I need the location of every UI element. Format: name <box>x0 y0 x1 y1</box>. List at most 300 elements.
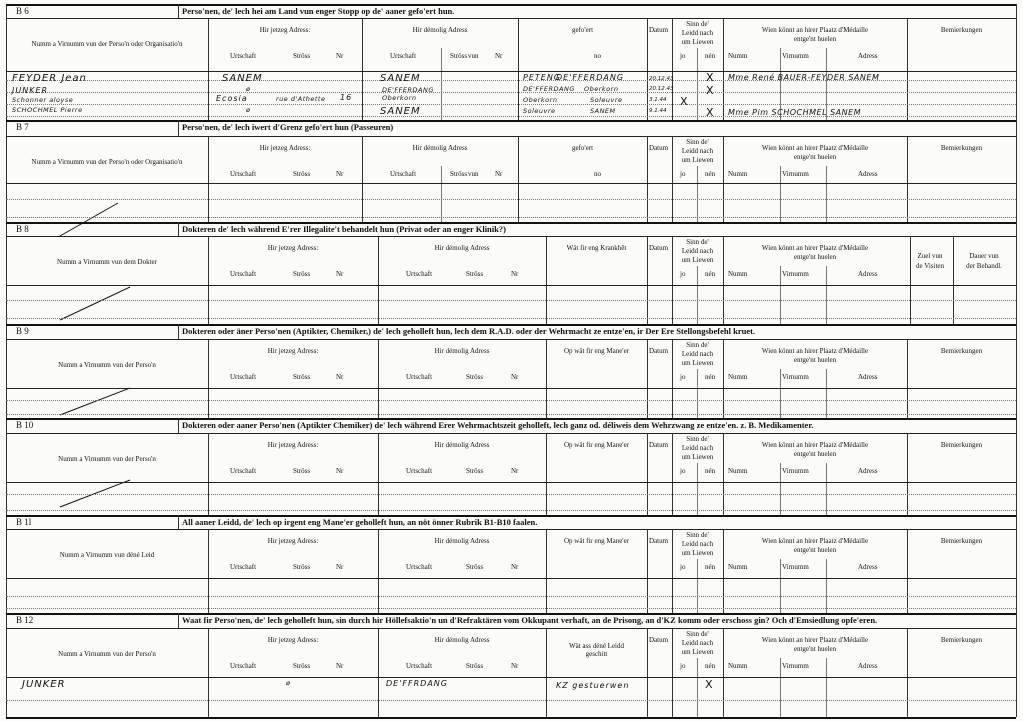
column-rule <box>907 529 908 613</box>
column-rule <box>362 136 363 222</box>
duration-header: Dauer vun <box>969 252 999 260</box>
entry-current-ditto: ø <box>246 85 251 93</box>
column-rule <box>907 628 908 717</box>
b12-alive-no-mark: X <box>705 678 713 691</box>
column-rule <box>672 628 673 717</box>
medal-header: entge'nt huelen <box>793 153 837 161</box>
suffered-header: Wät ass déné Leidd <box>568 642 625 650</box>
held-at-header: gefo'ert <box>571 26 594 34</box>
medal-name-header: Numm <box>728 52 748 60</box>
medal-first-header: Virnumm <box>782 270 809 278</box>
locality-header: Urtschaft <box>230 170 257 178</box>
number-header: Nr <box>336 170 344 178</box>
from-header: vun <box>468 170 479 178</box>
entry-dotted-line <box>6 104 1016 105</box>
alive-header: Leidd nach <box>681 639 714 647</box>
street-header: Ströss <box>466 662 484 670</box>
street-header: Ströss <box>466 270 484 278</box>
held-at-header: gefo'ert <box>571 144 594 152</box>
medal-address-header: Adress <box>858 170 878 178</box>
section-title: Dokteren de' lech während E'rer Illegalite't behandelt hun (Privat oder an enger Klinik?) <box>182 224 506 234</box>
entry-dotted-line <box>6 414 1016 415</box>
section-header-rule <box>6 18 1016 19</box>
locality-header: Urtschaft <box>390 52 417 60</box>
medal-subcolumn-rule <box>826 559 827 613</box>
number-header: Nr <box>495 52 503 60</box>
column-rule <box>546 339 547 418</box>
street-header: Ströss <box>450 170 468 178</box>
section-header-rule <box>6 628 1016 629</box>
yes-no-divider <box>697 166 698 222</box>
former-address-header: Hir démolig Adress <box>434 441 490 449</box>
remarks-header: Bemierkungen <box>940 26 983 34</box>
name-column-header: Numm a Virnumm vun der Perso'n <box>58 650 156 658</box>
column-rule <box>672 433 673 515</box>
medal-subcolumn-rule <box>826 658 827 717</box>
name-column-header: Numm a Virnumm vun déné Leid <box>59 551 155 559</box>
number-header: Nr <box>336 662 344 670</box>
section-id: B 8 <box>16 224 29 234</box>
date-header: Datum <box>649 441 669 449</box>
current-address-header: Hir jetzeg Adress: <box>267 441 319 449</box>
medal-header: Wien könnt an hirer Plaatz d'Médaille <box>761 537 869 545</box>
column-rule <box>647 433 648 515</box>
entry-dotted-line <box>6 116 1016 117</box>
medal-subcolumn-rule <box>780 369 781 418</box>
alive-header: um Liewen <box>681 648 714 656</box>
column-rule <box>647 529 648 613</box>
former-address-header: Hir démolig Adress <box>434 636 490 644</box>
alive-header: Sinn de' <box>686 341 709 349</box>
entry-current-locality-2: Ecosia <box>216 94 248 103</box>
medal-header: Wien könnt an hirer Plaatz d'Médaille <box>761 144 869 152</box>
current-address-header: Hir jetzeg Adress: <box>267 244 319 252</box>
manner-header: Op wät fir eng Mane'er <box>563 441 630 449</box>
number-header: Nr <box>336 467 344 475</box>
yes-header: jo <box>680 373 686 381</box>
column-rule <box>907 339 908 418</box>
number-header: Nr <box>511 467 519 475</box>
entry-dotted-line <box>6 318 1016 319</box>
medal-first-header: Virnumm <box>782 662 809 670</box>
section-title: Dokteren oder aaner Perso'nen (Aptikter Chemiker) de' lech während Erer Wehrmachtszeit geholleft, lech ganz od. déliweis dem Wehrzwang ze entze'en. z. B. Medikamenter. <box>182 420 814 430</box>
current-address-header: Hir jetzeg Adress: <box>267 347 319 355</box>
no-header: nén <box>705 270 716 278</box>
locality-header: Urtschaft <box>230 270 257 278</box>
suffered-header: geschitt <box>585 650 608 658</box>
entry-dotted-line <box>6 92 1016 93</box>
number-header: Nr <box>511 373 519 381</box>
alive-header: Sinn de' <box>686 238 709 246</box>
entry-dotted-line <box>6 700 1016 701</box>
section-title: Dokteren oder äner Perso'nen (Aptikter, Chemiker,) de' lech geholleft hun, lech dem R.A.D. oder der Wehrmacht ze entze'en, ir Der Ere Stellongsbefehl kruet. <box>182 326 756 336</box>
medal-name-header: Numm <box>728 563 748 571</box>
no-header: nén <box>705 170 716 178</box>
medal-subcolumn-rule <box>780 266 781 324</box>
number-header: Nr <box>336 52 344 60</box>
header-bottom-rule <box>6 183 1016 184</box>
yes-no-divider <box>697 369 698 418</box>
number-header: Nr <box>511 662 519 670</box>
yes-header: jo <box>680 270 686 278</box>
remarks-header: Bemierkungen <box>940 441 983 449</box>
locality-header: Urtschaft <box>406 373 433 381</box>
entry-from-3: Oberkorn <box>523 96 558 104</box>
section-title: Waat fir Perso'nen, de' lech geholleft hun, sin durch hir Höllefsaktio'n un d'Refraktären vom Okkupant verhaft, an de Prisong, an d'KZ komm oder erschoss gin? Och d'Emsiedlung opfe'eren. <box>182 615 878 625</box>
medal-address-header: Adress <box>858 373 878 381</box>
current-address-header: Hir jetzeg Adress: <box>259 144 311 152</box>
medal-first-header: Virnumm <box>782 467 809 475</box>
alive-header: Leidd nach <box>681 540 714 548</box>
alive-no-mark: X <box>706 106 714 119</box>
column-rule <box>208 529 209 613</box>
number-header: Nr <box>336 563 344 571</box>
street-header: Ströss <box>293 563 311 571</box>
medal-first-header: Virnumm <box>782 563 809 571</box>
medal-name-header: Numm <box>728 467 748 475</box>
section-header-divider <box>178 4 179 18</box>
locality-header: Urtschaft <box>230 52 257 60</box>
current-address-header: Hir jetzeg Adress: <box>267 537 319 545</box>
section-header-divider <box>178 222 179 236</box>
medal-address-header: Adress <box>858 563 878 571</box>
alive-header: Sinn de' <box>686 435 709 443</box>
header-bottom-rule <box>6 677 1016 678</box>
alive-header: Leidd nach <box>681 247 714 255</box>
column-rule <box>672 339 673 418</box>
entry-date-4: 9.1.44 <box>649 108 667 114</box>
entry-name-feyder: FEYDER Jean <box>12 73 87 84</box>
street-header: Ströss <box>466 467 484 475</box>
medal-subcolumn-rule <box>826 369 827 418</box>
column-rule <box>647 339 648 418</box>
number-header: Nr <box>495 170 503 178</box>
medal-header: entge'nt huelen <box>793 35 837 43</box>
current-address-header: Hir jetzeg Adress: <box>267 636 319 644</box>
from-header: vun <box>468 52 479 60</box>
entry-former-2: DE'FFERDANG <box>382 86 434 94</box>
section-header-rule <box>6 136 1016 137</box>
locality-header: Urtschaft <box>390 170 417 178</box>
alive-header: Sinn de' <box>686 531 709 539</box>
medal-subcolumn-rule <box>780 166 781 222</box>
column-rule <box>723 339 724 418</box>
section-id: B 7 <box>16 122 29 132</box>
entry-current-nr-2: 16 <box>340 93 353 102</box>
alive-yes-mark: X <box>680 95 688 108</box>
alive-header: Leidd nach <box>681 350 714 358</box>
locality-header: Urtschaft <box>230 662 257 670</box>
entry-dotted-line <box>6 199 1016 200</box>
street-header: Ströss <box>293 467 311 475</box>
no-header: nén <box>705 467 716 475</box>
medal-name-header: Numm <box>728 373 748 381</box>
column-rule <box>378 433 379 515</box>
section-id: B 9 <box>16 326 29 336</box>
column-rule <box>723 529 724 613</box>
entry-medal-2: Mme Pim SCHOCHMEL SANEM <box>728 108 862 117</box>
medal-header: Wien könnt an hirer Plaatz d'Médaille <box>761 636 869 644</box>
entry-to-2: Oberkorn <box>584 85 619 93</box>
locality-header: Urtschaft <box>230 563 257 571</box>
entry-name-schochmel: SCHOCHMEL Pierre <box>12 106 83 114</box>
alive-header: Sinn de' <box>686 138 709 146</box>
column-rule <box>907 433 908 515</box>
section-top-rule <box>6 120 1016 122</box>
no-header: nén <box>705 373 716 381</box>
b12-entry-former: DE'FFRDANG <box>386 679 448 688</box>
yes-no-divider <box>697 48 698 120</box>
name-column-header: Numm a Virnumm vun der Perso'n oder Organisatio'n <box>31 40 183 48</box>
alive-header: Leidd nach <box>681 444 714 452</box>
locality-header: Urtschaft <box>406 270 433 278</box>
entry-from-1: PETENG <box>523 73 562 82</box>
date-header: Datum <box>649 347 669 355</box>
alive-header: Sinn de' <box>686 20 709 28</box>
alive-header: um Liewen <box>681 156 714 164</box>
b12-entry-name: JUNKER <box>22 679 66 690</box>
section-header-rule <box>6 433 1016 434</box>
column-rule <box>208 136 209 222</box>
section-top-rule <box>6 4 1016 6</box>
remarks-header: Bemierkungen <box>940 537 983 545</box>
number-header: Nr <box>511 563 519 571</box>
former-address-header: Hir démolig Adress <box>412 26 468 34</box>
b12-entry-current: ø <box>286 679 291 687</box>
street-header: Ströss <box>293 270 311 278</box>
no-header: nén <box>705 52 716 60</box>
street-header: Ströss <box>293 170 311 178</box>
medal-header: entge'nt huelen <box>793 450 837 458</box>
medal-subcolumn-rule <box>780 559 781 613</box>
medal-header: entge'nt huelen <box>793 546 837 554</box>
no-header: nén <box>705 662 716 670</box>
to-header: no <box>594 52 601 60</box>
column-rule <box>208 433 209 515</box>
date-header: Datum <box>649 144 669 152</box>
no-header: nén <box>705 563 716 571</box>
medal-first-header: Virnumm <box>782 52 809 60</box>
header-bottom-rule <box>6 285 1016 286</box>
entry-to-1: DE'FFERDANG <box>556 73 625 82</box>
column-rule <box>723 433 724 515</box>
section-header-divider <box>178 324 179 339</box>
header-bottom-rule <box>6 71 1016 72</box>
locality-header: Urtschaft <box>406 662 433 670</box>
form-right-border <box>1016 4 1017 717</box>
section-title: All aaner Leidd, de' lech op irgent eng Mane'er geholleft hun, an nöt önner Rubrik B1-B10 faalen. <box>182 517 538 527</box>
entry-former-2b: Oberkorn <box>382 94 417 102</box>
section-id: B 10 <box>16 420 34 430</box>
medal-name-header: Numm <box>728 170 748 178</box>
yes-no-divider <box>697 559 698 613</box>
entry-current-street-2: rue d'Athette <box>276 95 326 103</box>
locality-header: Urtschaft <box>406 563 433 571</box>
medal-header: Wien könnt an hirer Plaatz d'Médaille <box>761 26 869 34</box>
medal-name-header: Numm <box>728 662 748 670</box>
manner-header: Op wät fir eng Mane'er <box>563 537 630 545</box>
medal-subcolumn-rule <box>826 166 827 222</box>
header-bottom-rule <box>6 482 1016 483</box>
header-bottom-rule <box>6 388 1016 389</box>
yes-header: jo <box>680 662 686 670</box>
section-title: Perso'nen, de' lech iwert d'Grenz gefo'ert hun (Passeuren) <box>182 122 394 132</box>
medal-header: entge'nt huelen <box>793 253 837 261</box>
column-rule <box>518 136 519 222</box>
alive-header: um Liewen <box>681 549 714 557</box>
alive-header: um Liewen <box>681 38 714 46</box>
medal-header: Wien könnt an hirer Plaatz d'Médaille <box>761 244 869 252</box>
form-bottom-border <box>6 717 1016 719</box>
alive-header: Leidd nach <box>681 29 714 37</box>
section-header-rule <box>6 529 1016 530</box>
entry-dotted-line <box>6 400 1016 401</box>
strike-line-b7 <box>60 203 118 236</box>
section-title: Perso'nen, de' lech hei am Land vun enger Stopp op de' aaner gefo'ert hun. <box>182 6 455 16</box>
alive-no-mark: X <box>706 84 714 97</box>
name-column-header: Numm a Virnumm vun der Perso'n <box>58 455 156 463</box>
section-header-rule <box>6 339 1016 340</box>
column-rule <box>953 236 954 324</box>
medal-first-header: Virnumm <box>782 170 809 178</box>
column-rule <box>208 628 209 717</box>
manner-header: Op wät fir eng Mane'er <box>563 347 630 355</box>
to-header: no <box>594 170 601 178</box>
entry-current-ditto: ø <box>246 106 251 114</box>
street-header: Ströss <box>293 373 311 381</box>
section-header-divider <box>178 613 179 628</box>
section-header-rule <box>6 236 1016 237</box>
medal-address-header: Adress <box>858 270 878 278</box>
name-column-header: Numm a Virnumm vun dem Dokter <box>57 258 157 266</box>
medal-address-header: Adress <box>858 467 878 475</box>
column-rule <box>910 236 911 324</box>
from-to-divider <box>441 166 442 222</box>
visits-header: Zuel vun <box>917 252 943 260</box>
number-header: Nr <box>336 270 344 278</box>
yes-no-divider <box>697 658 698 717</box>
strike-line-b9 <box>60 388 130 415</box>
entry-name-junker: JUNKER <box>12 86 49 95</box>
remarks-header: Bemierkungen <box>940 347 983 355</box>
medal-first-header: Virnumm <box>782 373 809 381</box>
locality-header: Urtschaft <box>406 467 433 475</box>
column-rule <box>378 529 379 613</box>
section-header-divider <box>178 418 179 433</box>
alive-header: Leidd nach <box>681 147 714 155</box>
column-rule <box>208 339 209 418</box>
column-rule <box>907 136 908 222</box>
number-header: Nr <box>336 373 344 381</box>
date-header: Datum <box>649 244 669 252</box>
duration-header: der Behandl. <box>966 262 1002 270</box>
entry-date-2: 20.12.43 <box>649 86 674 92</box>
alive-no-mark: X <box>706 71 714 84</box>
column-rule <box>672 136 673 222</box>
entry-medal-1: Mme René BAUER-FEYDER SANEM <box>728 73 880 82</box>
former-address-header: Hir démolig Adress <box>434 537 490 545</box>
entry-to-3: Soleuvre <box>590 96 623 104</box>
column-rule <box>647 236 648 324</box>
entry-name-schonner: Schonner aloyse <box>12 96 74 104</box>
former-address-header: Hir démolig Adress <box>412 144 468 152</box>
section-id: B 6 <box>16 6 29 16</box>
entry-date-1: 20.12.43 <box>649 76 674 82</box>
alive-header: Sinn de' <box>686 630 709 638</box>
street-header: Ströss <box>293 52 311 60</box>
former-address-header: Hir démolig Adress <box>434 244 490 252</box>
medal-header: Wien könnt an hirer Plaatz d'Médaille <box>761 347 869 355</box>
medal-address-header: Adress <box>858 662 878 670</box>
name-column-header: Numm a Virnumm vun der Perso'n <box>58 361 156 369</box>
entry-dotted-line <box>6 608 1016 609</box>
medal-subcolumn-rule <box>780 658 781 717</box>
header-bottom-rule <box>6 578 1016 579</box>
medal-subcolumn-rule <box>826 463 827 515</box>
entry-current-locality: SANEM <box>222 73 263 84</box>
yes-no-divider <box>697 463 698 515</box>
entry-dotted-line <box>6 494 1016 495</box>
column-rule <box>723 136 724 222</box>
former-address-header: Hir démolig Adress <box>434 347 490 355</box>
street-header: Ströss <box>466 373 484 381</box>
remarks-header: Bemierkungen <box>940 636 983 644</box>
column-rule <box>546 529 547 613</box>
alive-header: um Liewen <box>681 256 714 264</box>
section-id: B 1l <box>16 517 32 527</box>
column-rule <box>723 236 724 324</box>
date-header: Datum <box>649 636 669 644</box>
b12-entry-suffered: KZ gestuerwen <box>556 681 630 690</box>
entry-from-2: DE'FFERDANG <box>523 85 575 93</box>
street-header: Ströss <box>450 52 468 60</box>
yes-header: jo <box>680 52 686 60</box>
alive-header: um Liewen <box>681 453 714 461</box>
column-rule <box>378 339 379 418</box>
alive-header: um Liewen <box>681 359 714 367</box>
medal-header: Wien könnt an hirer Plaatz d'Médaille <box>761 441 869 449</box>
entry-dotted-line <box>6 300 1016 301</box>
locality-header: Urtschaft <box>230 373 257 381</box>
yes-header: jo <box>680 563 686 571</box>
name-column-header: Numm a Virnumm vun der Perso'n oder Organisatio'n <box>31 158 183 166</box>
entry-dotted-line <box>6 510 1016 511</box>
medal-header: entge'nt huelen <box>793 645 837 653</box>
section-header-divider <box>178 515 179 529</box>
column-rule <box>647 628 648 717</box>
medal-address-header: Adress <box>858 52 878 60</box>
section-top-rule <box>6 222 1016 224</box>
form-left-border <box>6 4 7 717</box>
yes-no-divider <box>697 266 698 324</box>
strike-line-b8 <box>60 287 130 320</box>
current-address-header: Hir jetzeg Adress: <box>259 26 311 34</box>
medal-subcolumn-rule <box>826 266 827 324</box>
column-rule <box>546 628 547 717</box>
locality-header: Urtschaft <box>230 467 257 475</box>
section-id: B 12 <box>16 615 34 625</box>
column-rule <box>546 236 547 324</box>
section-header-divider <box>178 120 179 136</box>
remarks-header: Bemierkungen <box>940 144 983 152</box>
illness-header: Wät fir eng Krankhêt <box>566 244 627 252</box>
column-rule <box>378 628 379 717</box>
yes-header: jo <box>680 467 686 475</box>
column-rule <box>208 236 209 324</box>
entry-to-4: SANEM <box>590 107 616 115</box>
yes-header: jo <box>680 170 686 178</box>
column-rule <box>672 236 673 324</box>
